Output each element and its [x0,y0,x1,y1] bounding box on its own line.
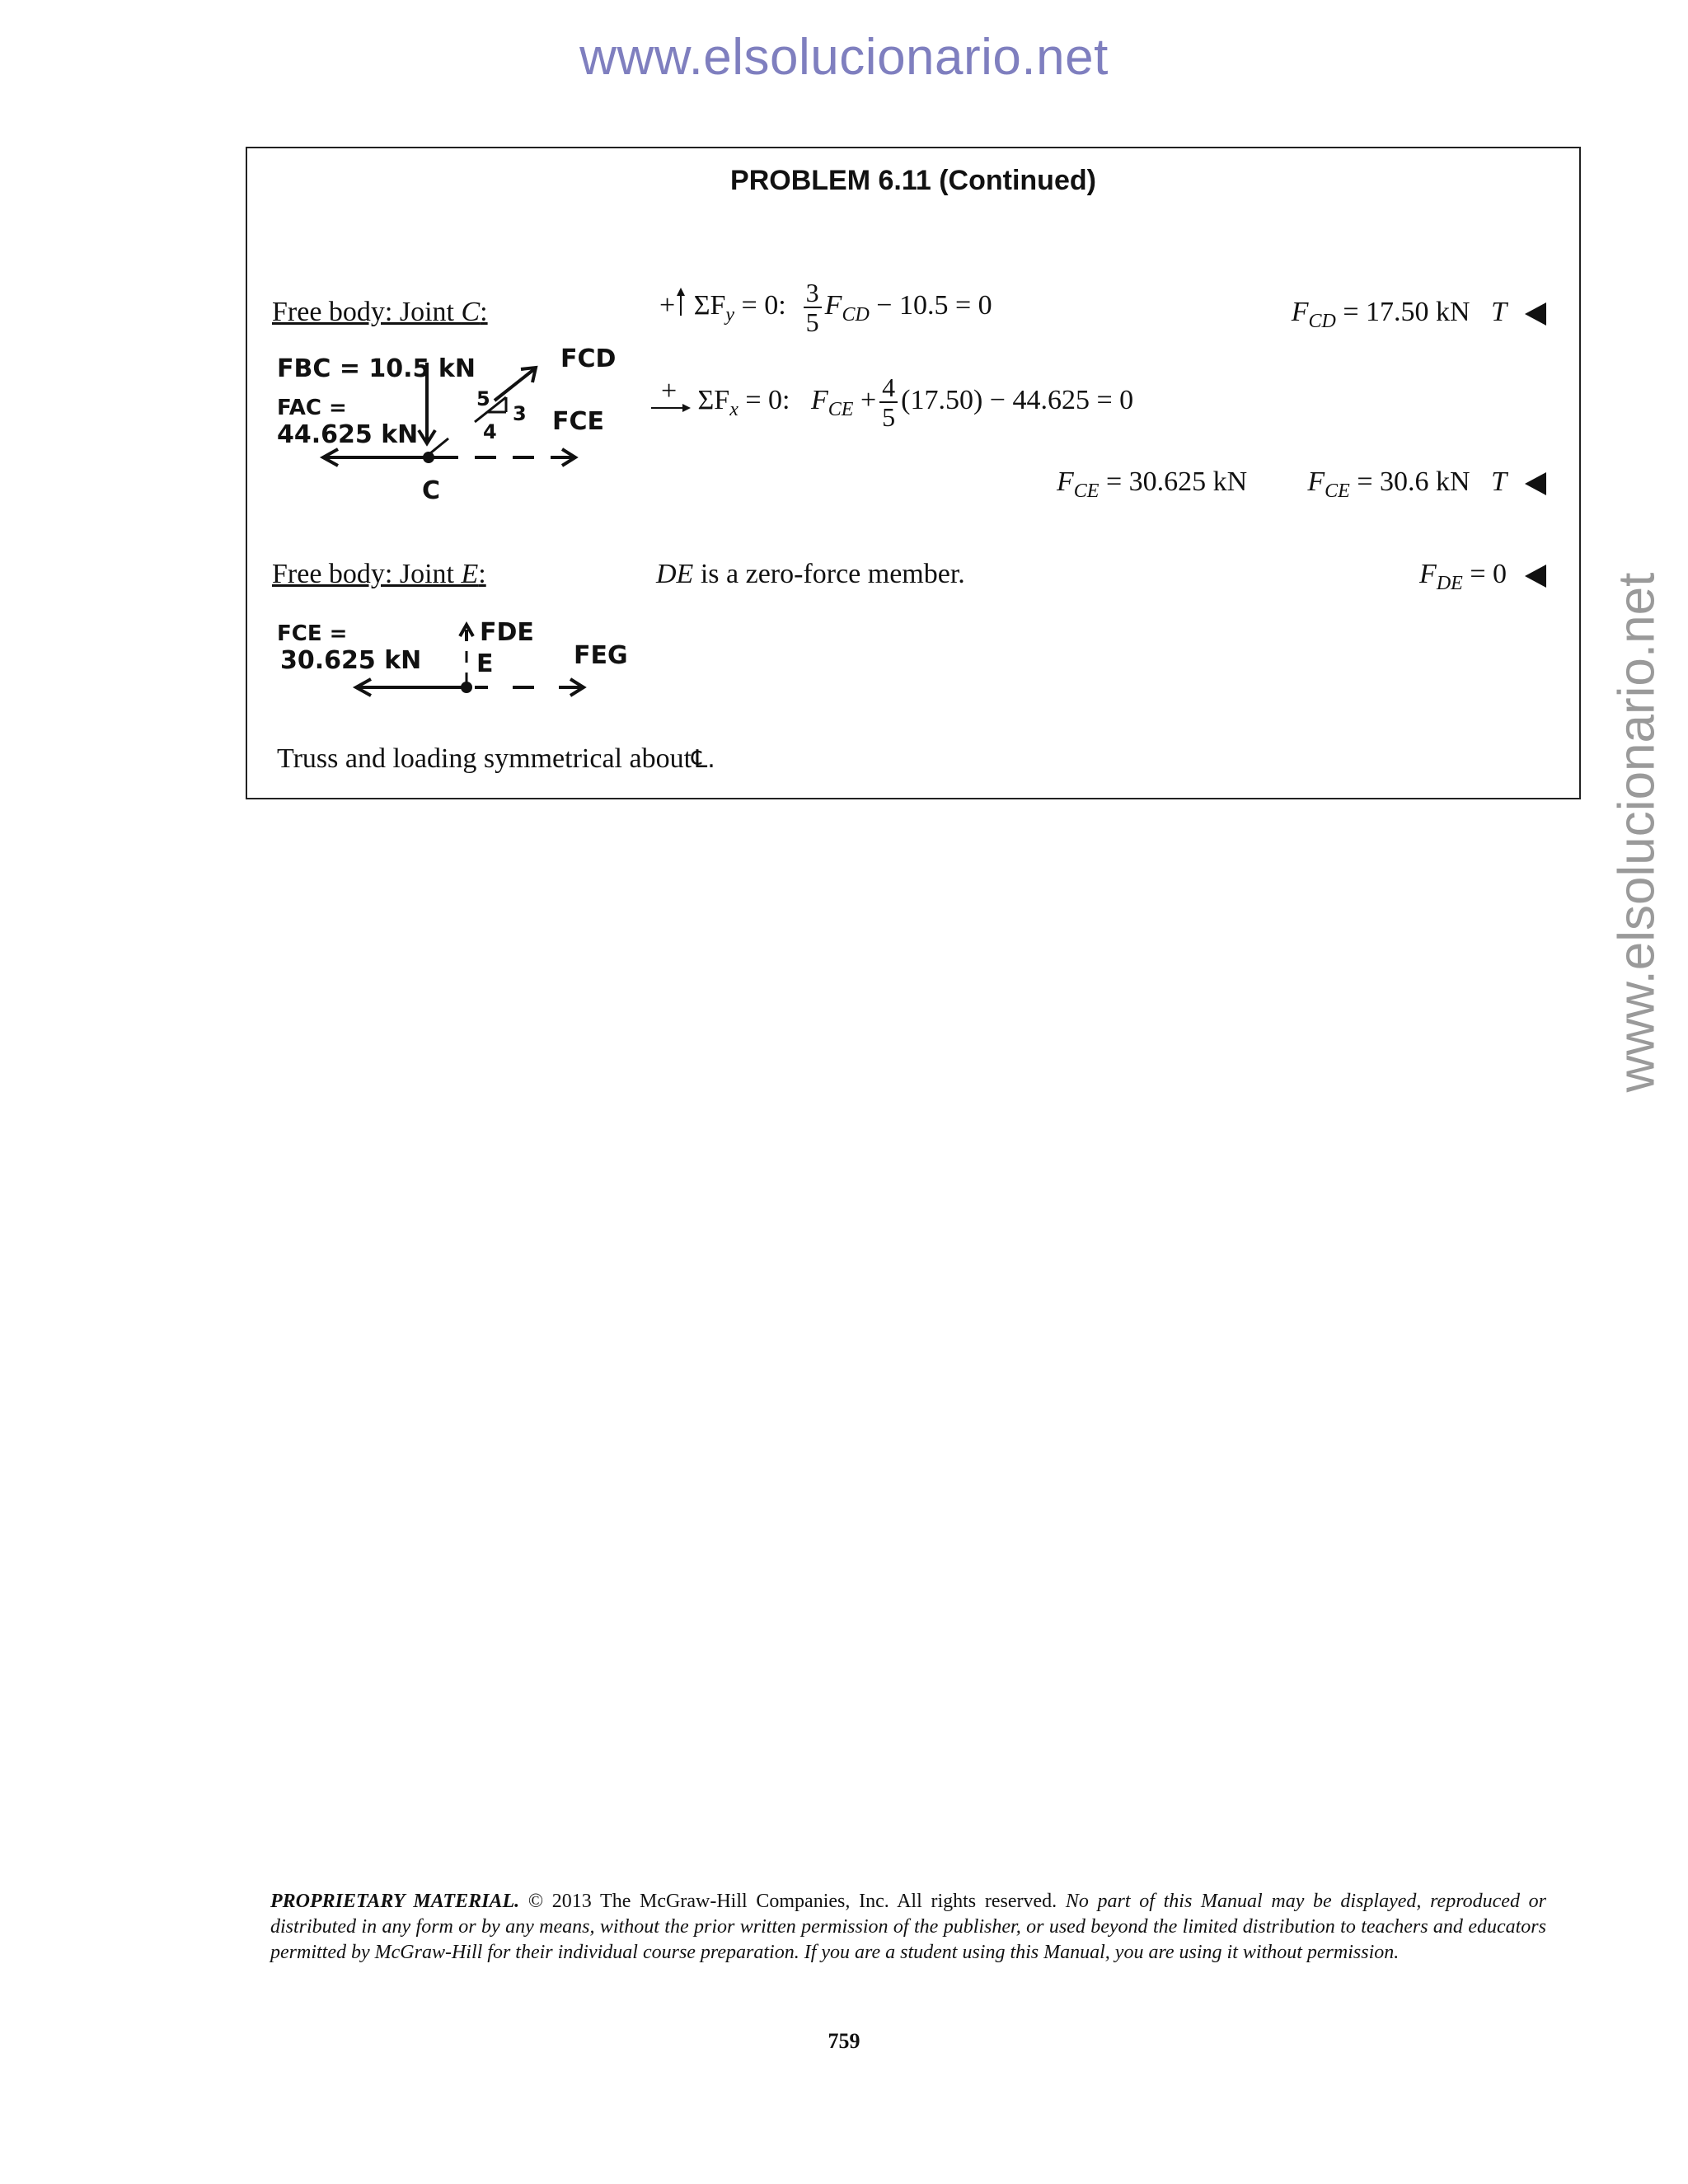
joint-c-label: Free body: Joint C: [272,297,488,327]
watermark-side: www.elsolucionario.net [1608,572,1666,1093]
problem-box [246,147,1581,799]
centerline-symbol: ℄. [692,745,715,774]
label-fce-value: 30.625 kN [280,646,422,675]
problem-title: PROBLEM 6.11 (Continued) [730,165,1096,196]
label-fce-e: FCE = [277,621,348,646]
label-fac-value: 44.625 kN [277,420,419,449]
page-number: 759 [828,2029,860,2053]
joint-c-letter: C [422,476,441,505]
joint-c-diagram [272,344,635,505]
label-fbc: FBC = 10.5 kN [277,354,476,383]
equation-sum-fx: + $\Sigma F_x = 0$: $F_{CE}$ + $\frac{4}{5}$ (17.50) − 44.625 = 0 [651,373,1133,431]
answer-marker-icon [1525,302,1546,326]
label-fde: FDE [480,618,534,647]
joint-e-diagram [272,618,651,720]
symmetry-note: Truss and loading symmetrical about℄. [277,743,715,774]
zero-force-statement: DE is a zero-force member. [656,559,965,589]
result-fde: $F_{DE} = 0$ [1419,559,1546,595]
result-fce-full: $F_{CE} = 30.625$ kN [1057,466,1248,502]
result-fce: $F_{CE} = 30.6$ kN T [1307,466,1546,503]
fraction-3-5: $\frac{3}{5}$ [804,279,822,336]
watermark-top: www.elsolucionario.net [579,29,1109,86]
label-fcd: FCD [560,344,617,373]
up-arrow-icon [675,288,687,317]
joint-e-arrows [272,621,651,720]
copyright-footer: PROPRIETARY MATERIAL. © 2013 The McGraw-Hill Companies, Inc. All rights reserved. No part of this Manual may be displayed, reproduced or distributed in any form or by any means, without the prior written permission of the publisher, or used beyond the limited distribution to teachers and educators permitted by McGraw-Hill for their individual course preparation. If you are a student using this Manual, you are using it without permission. [270,1891,1546,1963]
label-fce: FCE [552,407,605,436]
joint-e-letter: E [476,649,494,678]
answer-marker-icon [1525,565,1546,588]
equation-sum-fy: + $\Sigma F_y = 0$: $\frac{3}{5}$ $F_{CD} - 10.5 = 0$ [659,278,992,337]
right-arrow-icon [651,402,691,414]
joint-e-label: Free body: Joint E: [272,559,486,589]
slope-4: 4 [483,420,497,443]
fraction-4-5: $\frac{4}{5}$ [879,373,898,431]
answer-marker-icon [1525,472,1546,495]
result-fcd: $F_{CD} = 17.50$ kN T [1292,297,1546,333]
label-fac: FAC = [277,396,347,420]
slope-5: 5 [476,387,490,410]
slope-3: 3 [513,402,527,425]
joint-c-arrows [272,354,635,503]
label-feg: FEG [574,641,628,670]
